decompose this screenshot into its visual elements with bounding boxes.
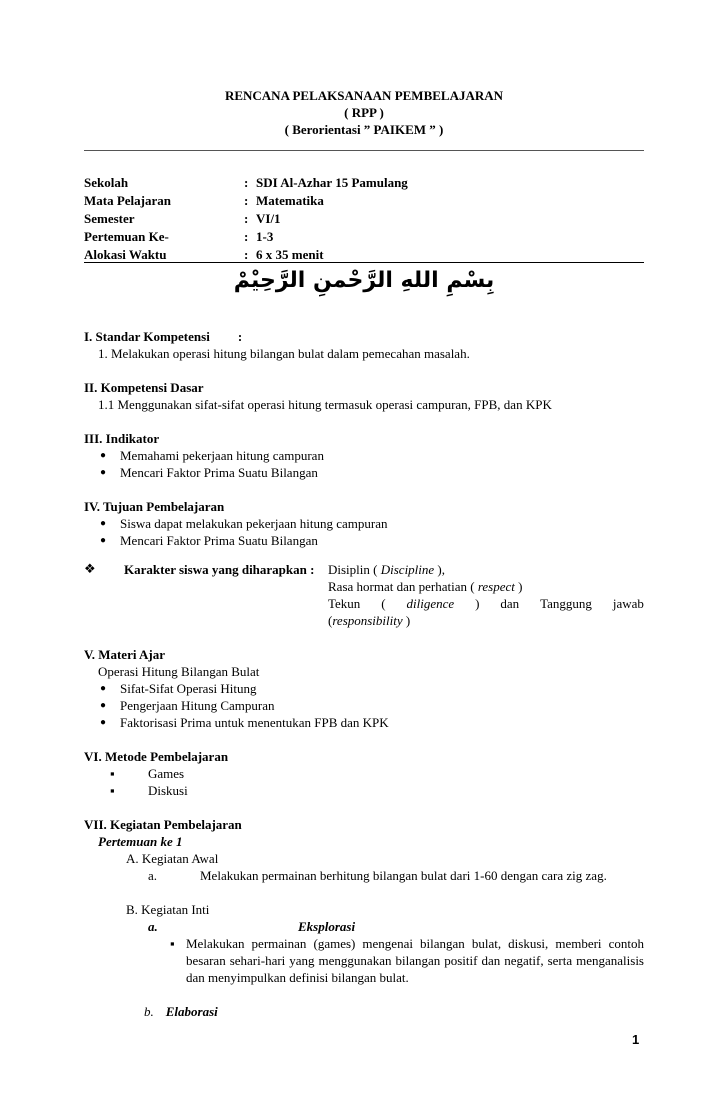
item-marker: b.	[144, 1004, 154, 1019]
karakter-block	[84, 561, 644, 629]
elaborasi-title: Elaborasi	[165, 1004, 218, 1019]
section-tujuan: IV. Tujuan Pembelajaran	[84, 499, 225, 514]
info-divider	[84, 262, 644, 263]
info-label: Mata Pelajaran	[84, 193, 172, 208]
materi-subtitle: Operasi Hitung Bilangan Bulat	[98, 664, 260, 679]
document-header	[0, 87, 728, 138]
info-label: Alokasi Waktu	[84, 247, 167, 262]
info-value: 1-3	[256, 229, 274, 244]
basmala-text: بِسْمِ اللهِ الرَّحْمنِ الرَّحِيْمْ	[233, 268, 495, 293]
list-item: ▪ Games	[84, 765, 644, 782]
info-value: VI/1	[256, 211, 281, 226]
karakter-item: (responsibility )	[328, 613, 411, 628]
list-item: 1.1 Menggunakan sifat-sifat operasi hitung termasuk operasi campuran, FPB, dan KPK	[98, 397, 552, 412]
eksplorasi-heading	[84, 918, 644, 935]
info-table	[84, 174, 644, 264]
section-title: I. Standar Kompetensi	[84, 329, 210, 344]
info-colon: :	[244, 211, 249, 226]
document-orientation: ( Berorientasi ” PAIKEM ” )	[284, 122, 444, 137]
list-item: ▪ Diskusi	[84, 782, 644, 799]
info-row	[84, 210, 644, 228]
karakter-item: Rasa hormat dan perhatian ( respect )	[328, 579, 523, 594]
list-item: ▪ Melakukan permainan (games) mengenai bilangan bulat, diskusi, memberi contoh besaran sehari-hari yang menggunakan bilangan positif dan negatif, serta menganalisis dan menyimpulkan definisi bilangan bulat.	[84, 935, 644, 986]
list-item: ● Memahami pekerjaan hitung campuran	[84, 447, 644, 464]
eksplorasi-title: Eksplorasi	[298, 919, 356, 934]
diamond-bullet-icon: ❖	[84, 562, 96, 577]
list-item: ● Mencari Faktor Prima Suatu Bilangan	[84, 532, 644, 549]
info-colon: :	[244, 229, 249, 244]
page-number: 1	[632, 1032, 640, 1047]
kegiatan-awal-item	[84, 867, 644, 884]
info-row	[84, 192, 644, 210]
document-body	[84, 328, 644, 1020]
info-colon: :	[244, 193, 249, 208]
section-indikator: III. Indikator	[84, 431, 160, 446]
info-row	[84, 228, 644, 246]
info-value: SDI Al-Azhar 15 Pamulang	[256, 175, 408, 190]
karakter-item: Disiplin ( Discipline ),	[328, 562, 446, 577]
item-marker: a.	[148, 868, 158, 883]
info-colon: :	[244, 247, 249, 262]
info-label: Pertemuan Ke-	[84, 229, 169, 244]
info-value: Matematika	[256, 193, 324, 208]
list-item: ● Pengerjaan Hitung Campuran	[84, 697, 644, 714]
section-kegiatan: VII. Kegiatan Pembelajaran	[84, 817, 242, 832]
karakter-item: Tekun ( diligence ) dan Tanggung jawab	[328, 596, 644, 611]
info-label: Semester	[84, 211, 135, 226]
meeting-title: Pertemuan ke 1	[98, 834, 183, 849]
info-value: 6 x 35 menit	[256, 247, 324, 262]
karakter-label: Karakter siswa yang diharapkan :	[124, 562, 315, 577]
list-item: ● Mencari Faktor Prima Suatu Bilangan	[84, 464, 644, 481]
section-standar-kompetensi	[84, 328, 644, 345]
header-divider	[84, 150, 644, 151]
info-row	[84, 174, 644, 192]
kegiatan-awal-title: A. Kegiatan Awal	[126, 851, 219, 866]
section-metode: VI. Metode Pembelajaran	[84, 749, 229, 764]
list-item: ● Faktorisasi Prima untuk menentukan FPB dan KPK	[84, 714, 644, 731]
karakter-values	[328, 561, 644, 629]
list-item: ● Siswa dapat melakukan pekerjaan hitung campuran	[84, 515, 644, 532]
elaborasi-heading	[84, 1003, 644, 1020]
list-item: ● Sifat-Sifat Operasi Hitung	[84, 680, 644, 697]
list-item: 1. Melakukan operasi hitung bilangan bulat dalam pemecahan masalah.	[98, 346, 470, 361]
info-label: Sekolah	[84, 175, 129, 190]
section-kompetensi-dasar: II. Kompetensi Dasar	[84, 380, 204, 395]
document-subtitle: ( RPP )	[344, 105, 384, 120]
info-colon: :	[244, 175, 249, 190]
document-title: RENCANA PELAKSANAAN PEMBELAJARAN	[224, 88, 504, 103]
item-marker: a.	[148, 919, 158, 934]
section-materi-ajar: V. Materi Ajar	[84, 647, 165, 662]
kegiatan-inti-title: B. Kegiatan Inti	[126, 902, 210, 917]
item-text: Melakukan permainan berhitung bilangan bulat dari 1-60 dengan cara zig zag.	[200, 868, 607, 883]
section-colon: :	[237, 329, 243, 344]
